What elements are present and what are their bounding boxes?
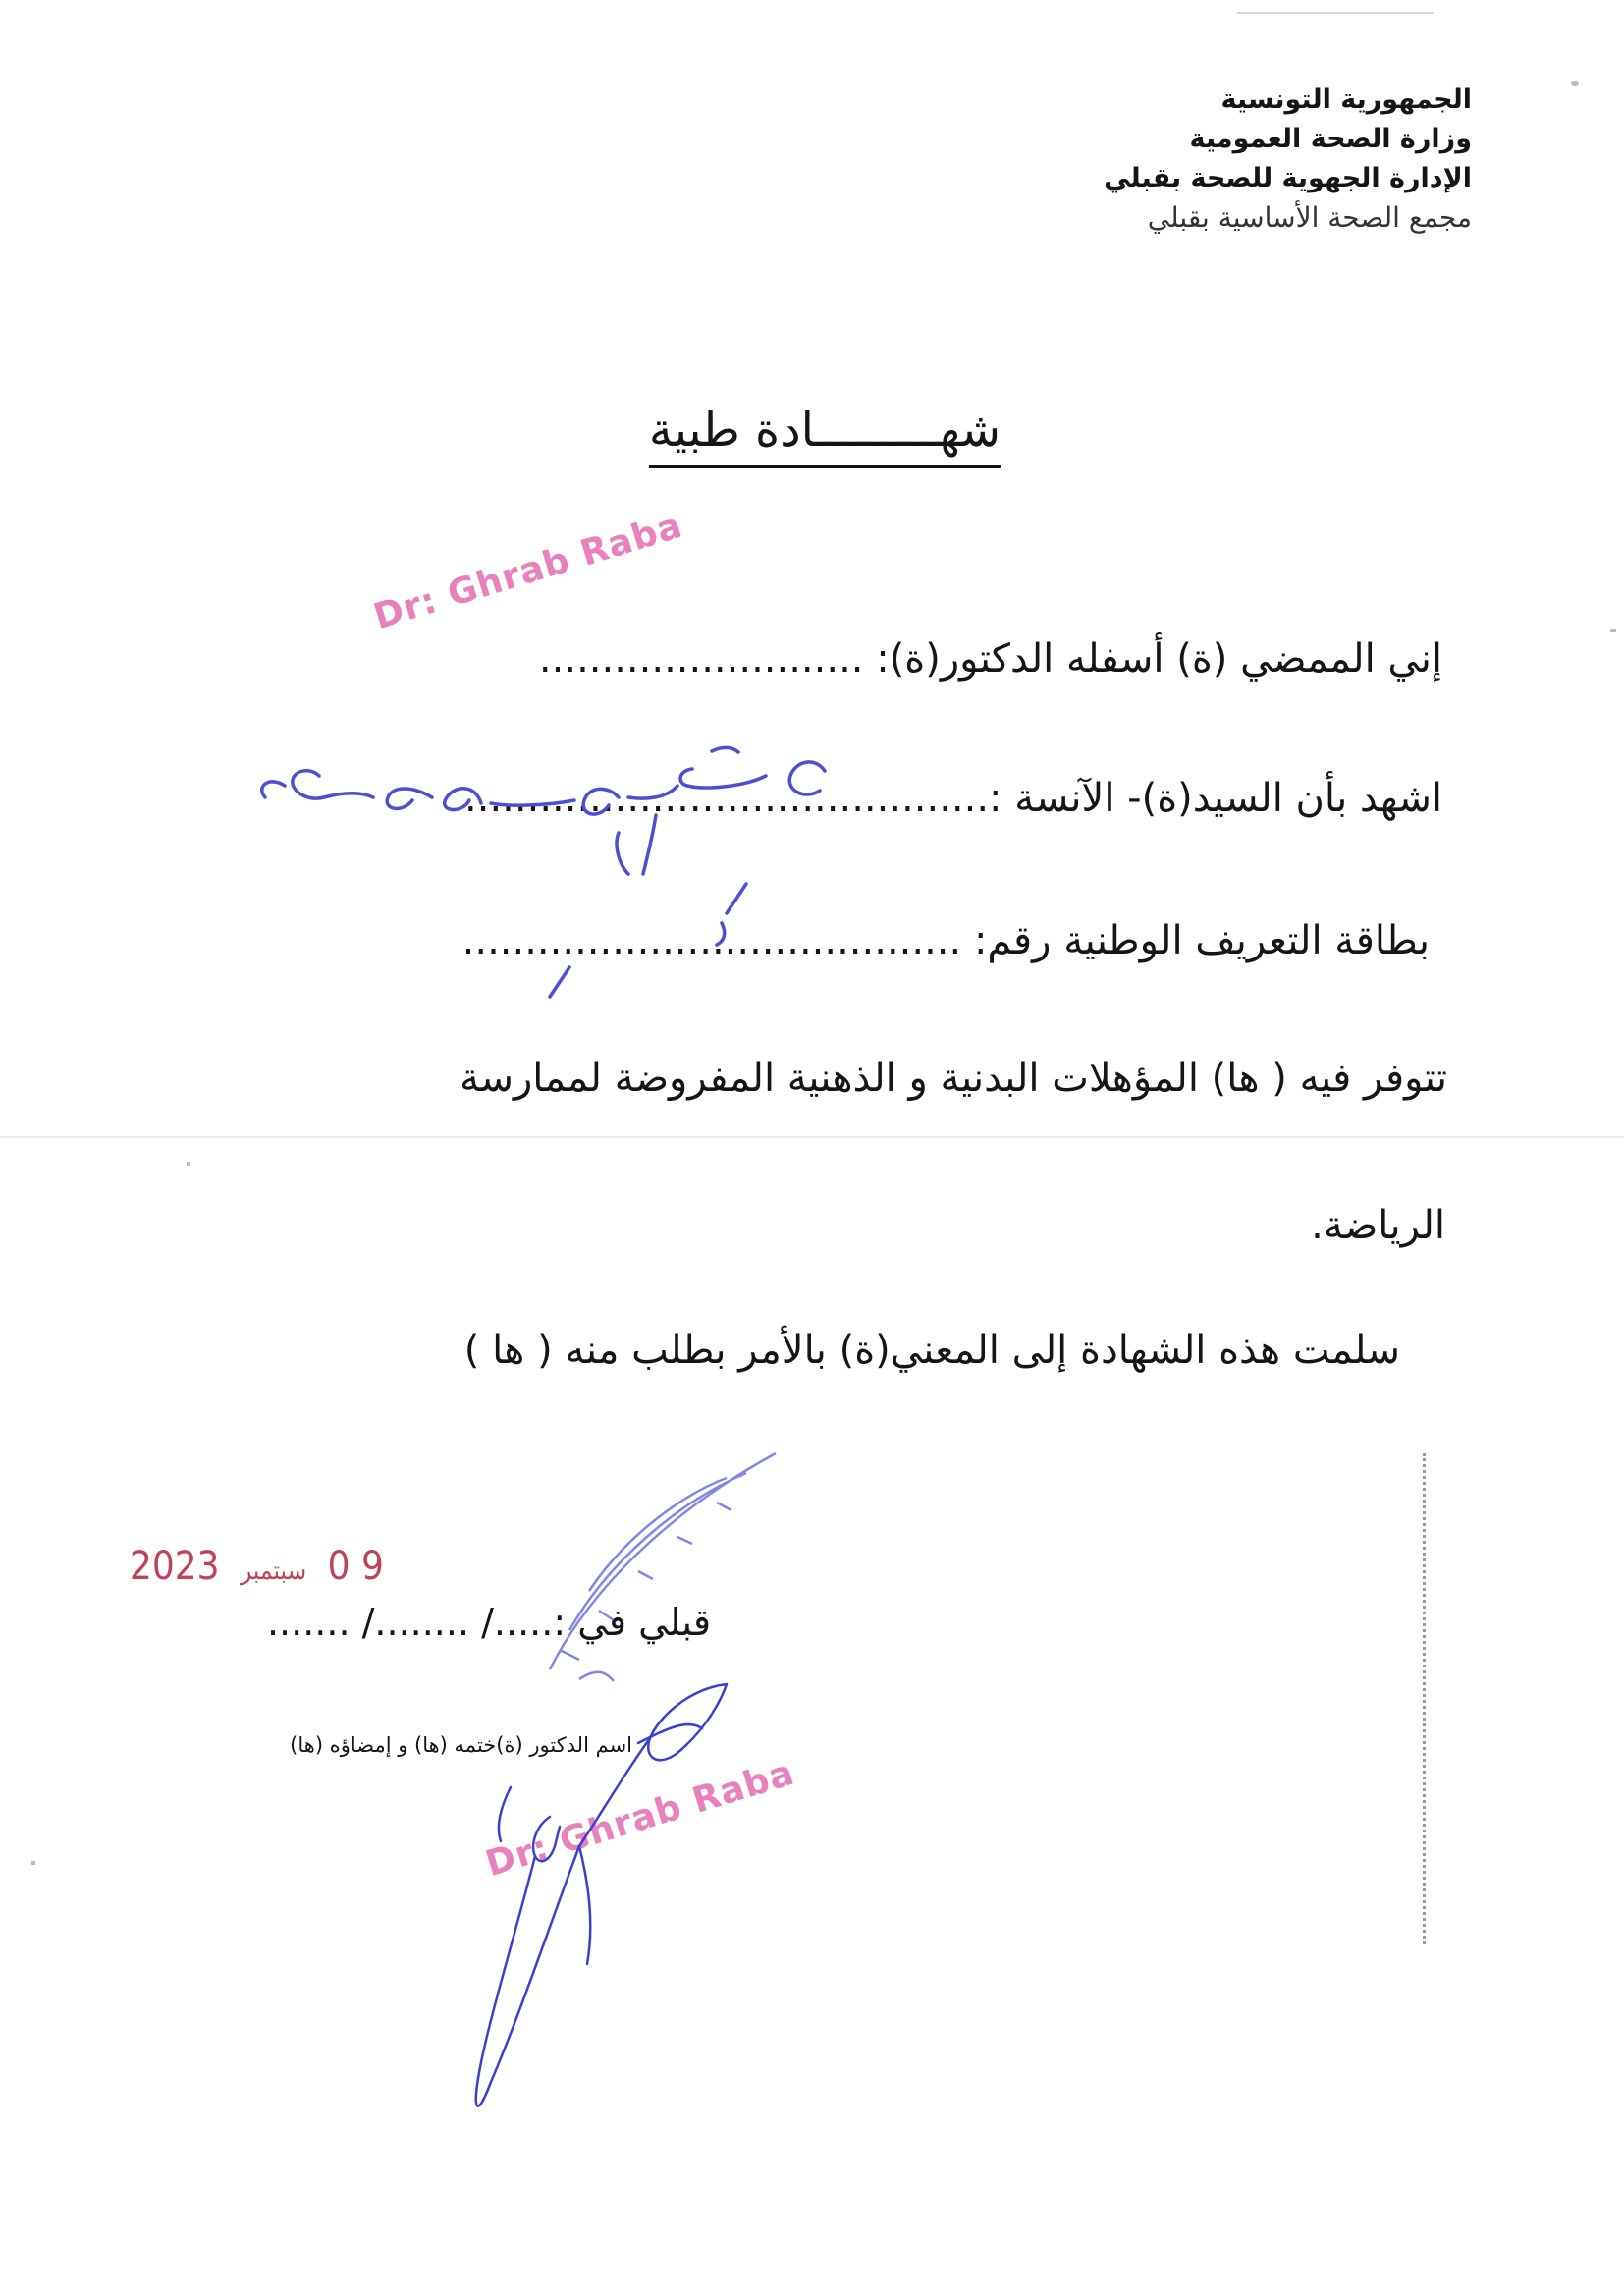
doctor-signature-icon <box>476 1684 727 2106</box>
header-country: الجمهورية التونسية <box>1220 84 1472 115</box>
issuance-statement-line: سلمت هذه الشهادة إلى المعني(ة) بالأمر بطلب منه ( ها ) <box>463 1328 1400 1373</box>
date-stamp-day: 0 9 <box>327 1544 384 1589</box>
handwritten-name-icon <box>262 747 825 997</box>
document-title-text: شهـــــــــادة طبية <box>649 403 1001 468</box>
doctor-signature-label: اسم الدكتور (ة)ختمه (ها) و إمضاؤه (ها) <box>290 1733 632 1757</box>
doctor-stamp-bottom: Dr: Ghrab Raba <box>481 1752 799 1886</box>
health-center-stamp-icon <box>550 1453 776 1681</box>
doctor-stamp-top: Dr: Ghrab Raba <box>369 505 687 638</box>
date-stamp-month: سبتمبر <box>241 1557 307 1586</box>
doctor-declaration-line: إني الممضي (ة) أسفله الدكتور(ة): .......................... <box>538 636 1442 682</box>
date-stamp-year: 2023 <box>130 1544 220 1589</box>
patient-name-line: اشهد بأن السيد(ة)- الآنسة :.......................................... <box>464 776 1442 821</box>
national-id-line: بطاقة التعريف الوطنية رقم: ........................................ <box>461 918 1430 963</box>
fitness-statement-line: تتوفر فيه ( ها) المؤهلات البدنية و الذهنية المفروضة لممارسة <box>460 1056 1447 1101</box>
place-date-line: قبلي في :...../ ......../ ....... <box>266 1601 711 1644</box>
header-regional-directorate: الإدارة الجهوية للصحة بقبلي <box>1104 163 1472 193</box>
header-ministry: وزارة الصحة العمومية <box>1189 124 1472 154</box>
header-health-center: مجمع الصحة الأساسية بقبلي <box>1147 201 1472 234</box>
fitness-statement-end: الرياضة. <box>1311 1203 1445 1248</box>
